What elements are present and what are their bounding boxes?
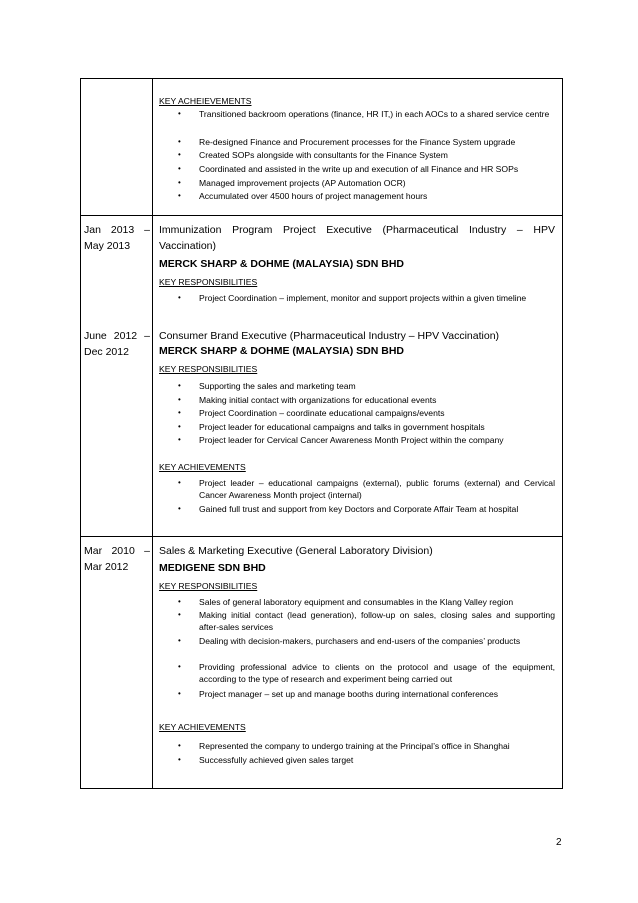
bullet-icon: • [178,662,181,671]
list-item: Coordinated and assisted in the write up and execution of all Finance and HR SOPs [199,164,519,174]
bullet-icon: • [178,395,181,404]
bullet-icon: • [178,150,181,159]
bullet-icon: • [178,109,181,118]
list-item: Gained full trust and support from key Doctors and Corporate Affair Team at hospital [199,504,519,514]
bullet-icon: • [178,504,181,513]
key-responsibilities-heading: KEY RESPONSIBILITIES [159,277,258,287]
job-date: June 2012 – Dec 2012 [84,330,150,358]
list-item: Providing professional advice to clients on the protocol and usage of the equipment, according to the type of research and experiment being carried out [199,662,555,685]
key-achievements-heading: KEY ACHIEVEMENTS [159,722,246,732]
bullet-icon: • [178,381,181,390]
list-item: Created SOPs alongside with consultants for the Finance System [199,150,448,160]
list-item: Project leader for educational campaigns and talks in government hospitals [199,422,485,432]
list-item: Sales of general laboratory equipment and consumables in the Klang Valley region [199,597,514,607]
bullet-icon: • [178,408,181,417]
key-achievements-heading: KEY ACHEIEVEMENTS [159,96,252,106]
bullet-icon: • [178,478,181,487]
bullet-icon: • [178,137,181,146]
bullet-icon: • [178,422,181,431]
bullet-icon: • [178,610,181,619]
list-item: Making initial contact with organizations for educational events [199,395,437,405]
list-item: Making initial contact (lead generation), follow-up on sales, closing sales and supporting after-sales services [199,610,555,633]
list-item: Project manager – set up and manage booths during international conferences [199,689,499,699]
page-number: 2 [556,837,562,848]
job-title: Sales & Marketing Executive (General Laboratory Division) [159,545,433,557]
job-title: Immunization Program Project Executive (Pharmaceutical Industry – HPV Vaccination) [159,224,555,252]
list-item: Project leader for Cervical Cancer Awareness Month Project within the company [199,435,504,445]
key-responsibilities-heading: KEY RESPONSIBILITIES [159,581,258,591]
job-date: Jan 2013 – May 2013 [84,224,150,252]
list-item: Successfully achieved given sales target [199,755,354,765]
bullet-icon: • [178,636,181,645]
job-date: Mar 2010 – Mar 2012 [84,545,150,573]
list-item: Project Coordination – coordinate educational campaigns/events [199,408,445,418]
list-item: Supporting the sales and marketing team [199,381,356,391]
bullet-icon: • [178,741,181,750]
list-item: Managed improvement projects (AP Automation OCR) [199,178,406,188]
list-item: Project leader – educational campaigns (external), public forums (external) and Cervical Cancer Awareness Month project (internal) [199,478,555,501]
list-item: Project Coordination – implement, monitor and support projects within a given timeline [199,293,527,303]
company-name: MEDIGENE SDN BHD [159,562,266,574]
bullet-icon: • [178,293,181,302]
bullet-icon: • [178,178,181,187]
row-divider-2 [80,536,563,537]
column-divider [152,78,153,789]
job-title: Consumer Brand Executive (Pharmaceutical Industry – HPV Vaccination) [159,330,500,342]
list-item: Accumulated over 4500 hours of project management hours [199,191,428,201]
list-item: Represented the company to undergo training at the Principal’s office in Shanghai [199,741,510,751]
bullet-icon: • [178,689,181,698]
bullet-icon: • [178,435,181,444]
bullet-icon: • [178,755,181,764]
bullet-icon: • [178,597,181,606]
key-responsibilities-heading: KEY RESPONSIBILITIES [159,364,258,374]
list-item: Transitioned backroom operations (finance, HR IT,) in each AOCs to a shared service centre [199,109,550,119]
key-achievements-heading: KEY ACHIEVEMENTS [159,462,246,472]
list-item: Dealing with decision-makers, purchasers and end-users of the companies’ products [199,636,521,646]
company-name: MERCK SHARP & DOHME (MALAYSIA) SDN BHD [159,345,405,357]
row-divider-1 [80,215,563,216]
bullet-icon: • [178,191,181,200]
bullet-icon: • [178,164,181,173]
list-item: Re-designed Finance and Procurement processes for the Finance System upgrade [199,137,516,147]
company-name: MERCK SHARP & DOHME (MALAYSIA) SDN BHD [159,258,405,270]
